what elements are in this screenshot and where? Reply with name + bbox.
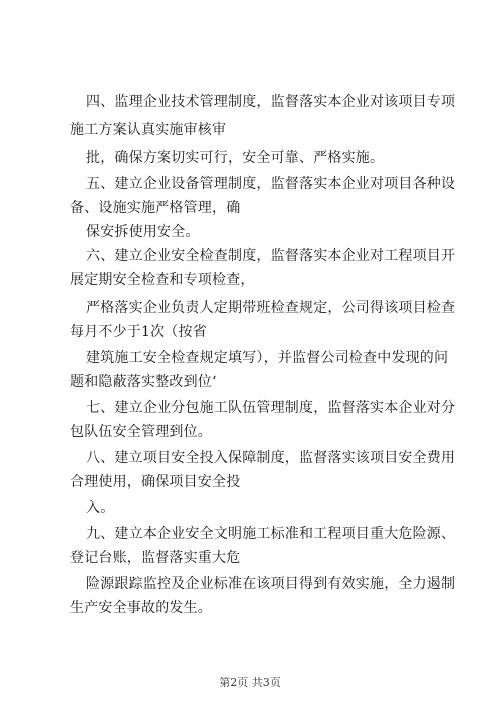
paragraph-line: 登记台账，监督落实重大危 [70, 550, 241, 566]
paragraph-line: 九、建立本企业安全文明施工标准和工程项目重大危险源、 [86, 526, 456, 542]
paragraph-line: 险源跟踪监控及企业标准在该项目得到有效实施，全力遏制 [86, 576, 456, 592]
paragraph-line: 生产安全事故的发生。 [70, 600, 212, 616]
paragraph-line: 七、建立企业分包施工队伍管理制度，监督落实本企业对分 [86, 400, 456, 416]
paragraph-line: 包队伍安全管理到位。 [70, 424, 212, 440]
paragraph-line: 合理使用，确保项目安全投 [70, 474, 241, 490]
paragraph-line: 入。 [86, 500, 115, 516]
paragraph-line: 展定期安全检查和专项检查， [70, 272, 255, 288]
paragraph-line: 严格落实企业负责人定期带班检查规定，公司得该项目检查 [86, 300, 456, 316]
paragraph-line: 保安拆使用安全。 [86, 224, 200, 240]
paragraph-line: 建筑施工安全检查规定填写），并监督公司检查中发现的问 [86, 350, 449, 366]
paragraph-line: 每月不少于1次（按省 [70, 324, 207, 340]
paragraph-line: 五、建立企业设备管理制度，监督落实本企业对项目各种设 [86, 176, 456, 192]
paragraph-line: 八、建立项目安全投入保障制度，监督落实该项目安全费用 [86, 450, 456, 466]
paragraph-line: 批，确保方案切实可行，安全可靠、严格实施。 [86, 150, 385, 166]
paragraph-line: 六、建立企业安全检查制度，监督落实本企业对工程项目开 [86, 248, 456, 264]
paragraph-line: 备、设施实施严格管理，确 [70, 200, 241, 216]
paragraph-line: 题和隐蔽落实整改到位‘ [70, 374, 217, 390]
paragraph-line: 四、监理企业技术管理制度，监督落实本企业对该项目专项 [86, 94, 456, 110]
page-number-footer: 第2页 共3页 [219, 676, 281, 689]
paragraph-line: 施工方案认真实施审核审 [70, 122, 227, 138]
